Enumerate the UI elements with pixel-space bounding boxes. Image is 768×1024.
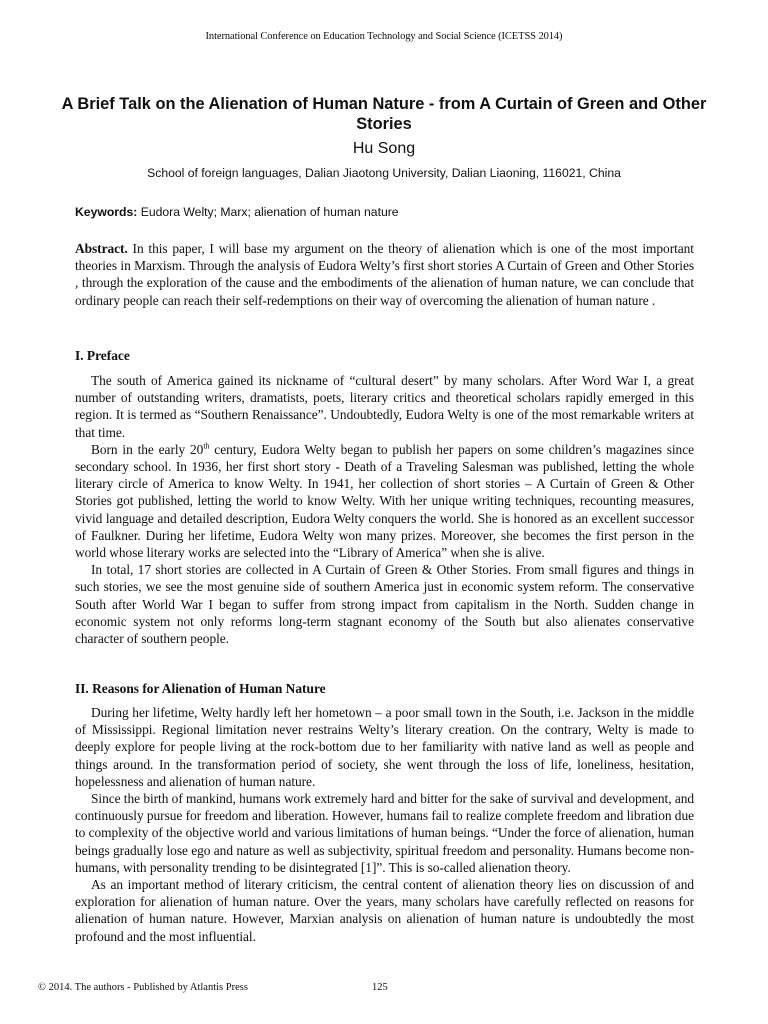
section-preface-body [75,372,694,647]
author-name: Hu Song [352,140,416,157]
superscript: th [203,441,210,451]
keywords-line [75,205,695,219]
footer-copyright: © 2014. The authors - Published by Atlantis Press [38,982,248,993]
paragraph: Since the birth of mankind, humans work extremely hard and bitter for the sake of survival and development, and continuously pursue for freedom and liberation. However, humans fail to realize complete freedom and libration due to complexity of the objective world and various limitations of human beings. “Under the force of alienation, human beings gradually lose ego and nature as well as subjectivity, spiritual freedom and personality. Humans become non-humans, with personality trending to be disintegrated [1]”. This is so-called alienation theory. [75,791,694,875]
page-number: 125 [372,982,388,993]
keywords-text: Eudora Welty; Marx; alienation of human nature [140,205,399,219]
paper-title: A Brief Talk on the Alienation of Human Nature - from A Curtain of Green and Other Stories [61,95,707,133]
section-heading-preface: I. Preface [75,348,130,363]
abstract-text: In this paper, I will base my argument on the theory of alienation which is one of the most important theories in Marxism. Through the analysis of Eudora Welty’s first short stories A Curtain of Green and Other Stories , through the exploration of the cause and the embodiments of the alienation of human nature, we can conclude that ordinary people can reach their self-redemptions on their way of overcoming the alienation of human nature . [75,241,694,308]
paragraph: During her lifetime, Welty hardly left her hometown – a poor small town in the South, i.e. Jackson in the middle of Mississippi. Regional limitation never restrains Welty’s literary creation. On the contrary, Welty is made to deeply explore for people living at the rock-bottom due to her familiarity with native land as well as people and things around. In the transformation period of society, she went through the loss of life, loneliness, hesitation, hopelessness and alienation of human nature. [75,705,694,789]
author-affiliation: School of foreign languages, Dalian Jiaotong University, Dalian Liaoning, 116021, China [147,166,621,180]
paragraph-rest: century, Eudora Welty began to publish her papers on some children’s magazines since secondary school. In 1936, her first short story - Death of a Traveling Salesman was published, letting the whole literary circle of America to know Welty. In 1941, her collection of short stories – A Curtain of Green & Other Stories got published, letting the world to know Welty. With her unique writing techniques, recounting measures, vivid language and detailed description, Eudora Welty conquers the world. She is honored as an excellent successor of Faulkner. During her lifetime, Eudora Welty won many prizes. Moreover, she becomes the first person in the world whose literary works are selected into the “Library of America” when she is alive. [75,441,694,561]
keywords-label: Keywords: [75,205,138,219]
paragraph: In total, 17 short stories are collected in A Curtain of Green & Other Stories. From small figures and things in such stories, we see the most genuine side of southern America just in economic system reform. The conservative South after World War I began to suffer from strong impact from capitalism in the North. Sudden change in economic system not only reforms long-term stagnant economy of the South but also alienates conservative character of southern people. [75,562,694,647]
paragraph: The south of America gained its nickname of “cultural desert” by many scholars. After Word War I, a great number of outstanding writers, dramatists, poets, literary critics and theoretical scholars rapidly emerged in this region. It is termed as “Southern Renaissance”. Undoubtedly, Eudora Welty is one of the most remarkable writers at that time. [75,373,694,440]
section-reasons-body [75,704,694,945]
abstract [75,240,694,309]
paragraph-start: Born in the early 20 [91,441,204,457]
conference-header: International Conference on Education Technology and Social Science (ICETSS 2014) [205,31,563,42]
abstract-label: Abstract. [75,241,128,256]
section-heading-reasons: II. Reasons for Alienation of Human Nature [75,681,326,696]
paragraph [75,441,694,561]
paragraph: As an important method of literary criticism, the central content of alienation theory lies on discussion of and exploration for alienation of human nature. Over the years, many scholars have carefully reflected on reasons for alienation of human nature. However, Marxian analysis on alienation of human nature is undoubtedly the most profound and the most influential. [75,877,694,944]
